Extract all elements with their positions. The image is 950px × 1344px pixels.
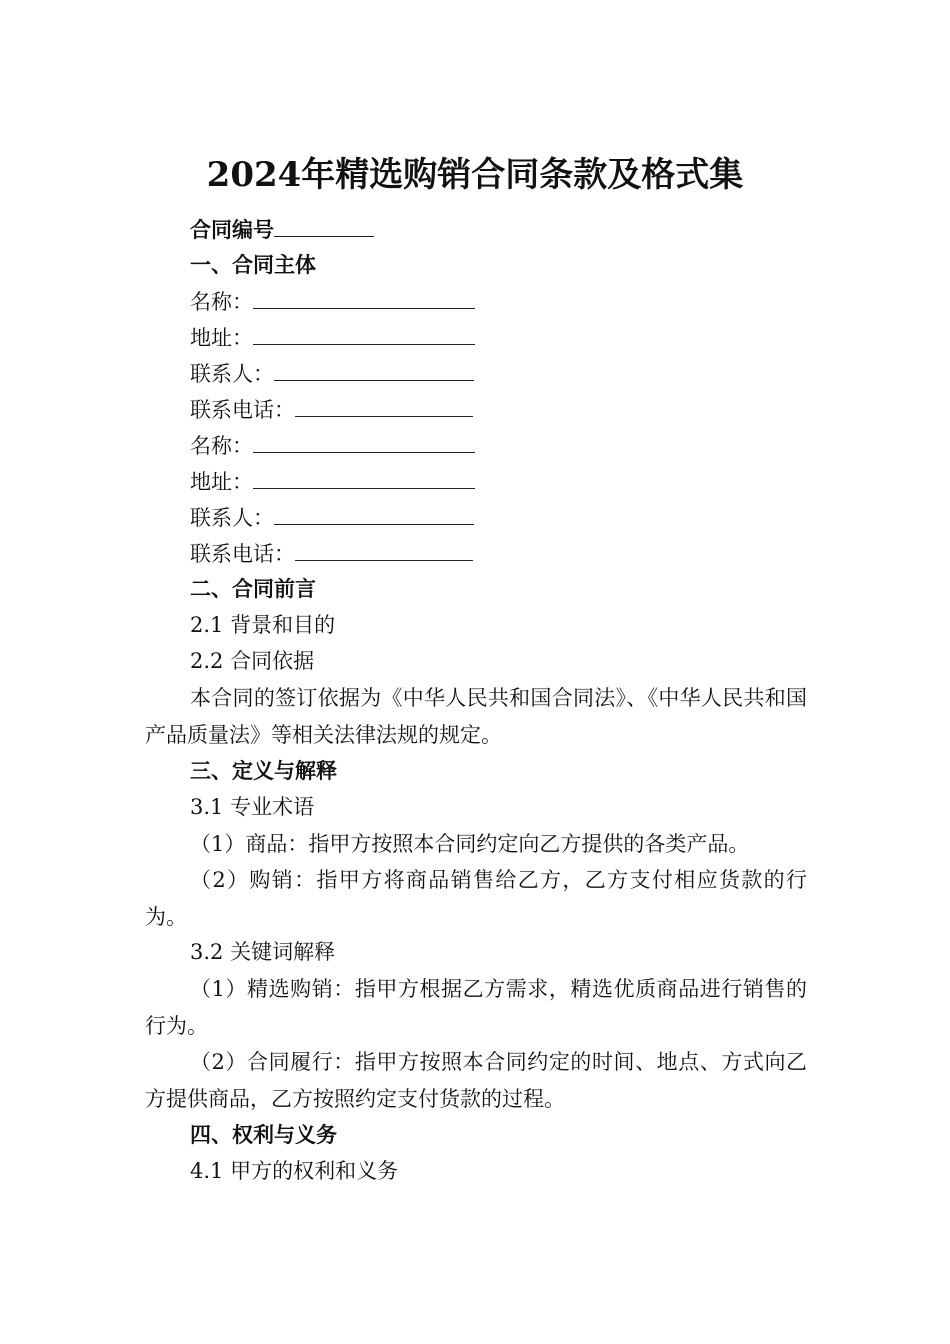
party-a-phone-blank[interactable] [295, 394, 473, 417]
section-heading-4: 四、权利与义务 [190, 1122, 337, 1147]
field-label: 联系电话： [190, 398, 295, 422]
party-b-name-blank[interactable] [253, 430, 475, 453]
party-b-address-line [190, 466, 475, 497]
party-b-contact-line [190, 502, 474, 533]
party-a-name-line [190, 286, 475, 317]
contract-number-line [190, 214, 374, 245]
party-b-name-line [190, 430, 475, 461]
definition-2: （2）购销：指甲方将商品销售给乙方，乙方支付相应货款的行为。 [145, 868, 807, 929]
section-heading-1: 一、合同主体 [190, 252, 316, 277]
field-label: 名称： [190, 434, 253, 458]
contract-number-blank[interactable] [274, 214, 374, 237]
party-a-address-line [190, 322, 475, 353]
item-3-2: 3.2 关键词解释 [190, 940, 336, 964]
party-b-address-blank[interactable] [253, 466, 475, 489]
item-2-2: 2.2 合同依据 [190, 649, 315, 673]
section-heading-3: 三、定义与解释 [190, 758, 337, 783]
document-title: 2024年精选购销合同条款及格式集 [206, 155, 744, 195]
keyword-1: （1）精选购销：指甲方根据乙方需求，精选优质商品进行销售的行为。 [145, 977, 807, 1038]
item-4-1: 4.1 甲方的权利和义务 [190, 1159, 399, 1183]
contract-number-label: 合同编号 [190, 217, 274, 242]
keyword-2: （2）合同履行：指甲方按照本合同约定的时间、地点、方式向乙方提供商品，乙方按照约定支付货款的过程。 [145, 1050, 807, 1111]
field-label: 名称： [190, 290, 253, 314]
party-a-contact-line [190, 358, 474, 389]
item-2-1: 2.1 背景和目的 [190, 613, 336, 637]
item-3-1: 3.1 专业术语 [190, 795, 315, 819]
party-a-name-blank[interactable] [253, 286, 475, 309]
basis-paragraph: 本合同的签订依据为《中华人民共和国合同法》、《中华人民共和国产品质量法》等相关法律法规的规定。 [145, 686, 807, 747]
party-a-contact-blank[interactable] [274, 358, 474, 381]
party-a-address-blank[interactable] [253, 322, 475, 345]
field-label: 联系人： [190, 362, 274, 386]
section-heading-2: 二、合同前言 [190, 576, 316, 601]
field-label: 联系人： [190, 506, 274, 530]
party-b-phone-line [190, 538, 473, 569]
party-b-contact-blank[interactable] [274, 502, 474, 525]
field-label: 联系电话： [190, 542, 295, 566]
field-label: 地址： [190, 470, 253, 494]
party-a-phone-line [190, 394, 473, 425]
field-label: 地址： [190, 326, 253, 350]
party-b-phone-blank[interactable] [295, 538, 473, 561]
definition-1: （1）商品：指甲方按照本合同约定向乙方提供的各类产品。 [190, 832, 750, 856]
